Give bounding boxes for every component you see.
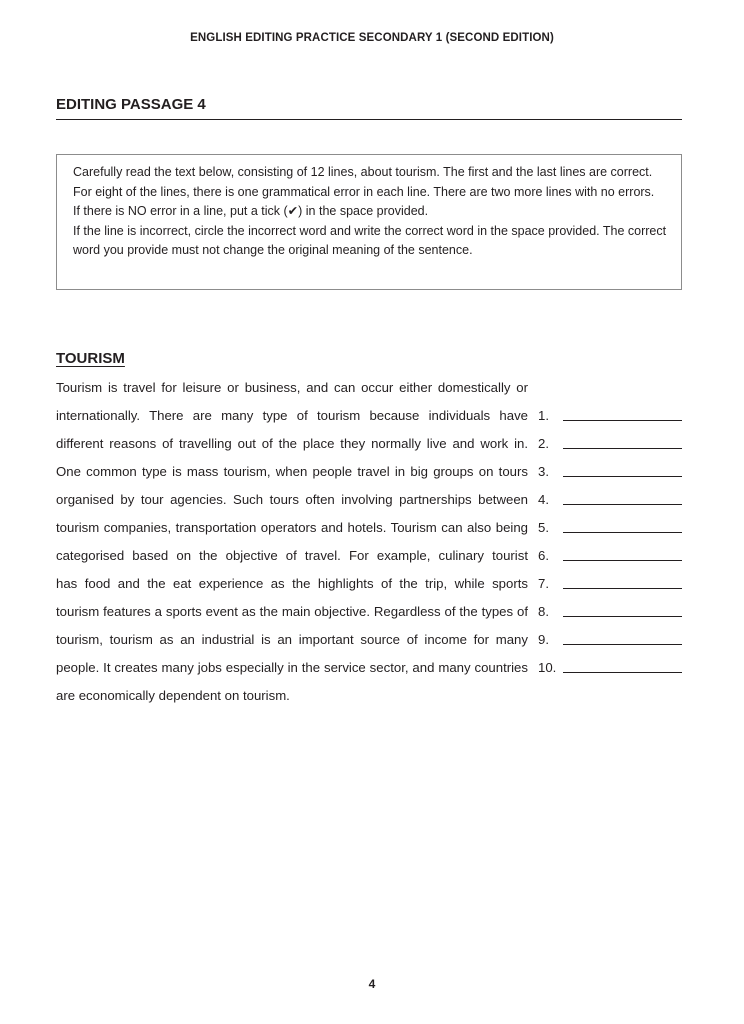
passage-line-3: different reasons of travelling out of the place they normally live and work in. (56, 436, 528, 451)
passage-line-4: One common type is mass tourism, when people travel in big groups on tours (56, 464, 528, 479)
line-number-7: 7. (538, 576, 549, 591)
passage-line-11: people. It creates many jobs especially in the service sector, and many countries (56, 660, 528, 675)
answer-blank-2[interactable] (563, 448, 682, 449)
line-number-10: 10. (538, 660, 557, 675)
passage-line-9: tourism features a sports event as the main objective. Regardless of the types of (56, 604, 528, 619)
passage-line-7: categorised based on the objective of travel. For example, culinary tourist (56, 548, 528, 563)
passage-line-6: tourism companies, transportation operators and hotels. Tourism can also being (56, 520, 528, 535)
answer-blank-1[interactable] (563, 420, 682, 421)
line-number-6: 6. (538, 548, 549, 563)
passage-line-8: has food and the eat experience as the highlights of the trip, while sports (56, 576, 528, 591)
passage-line-1: Tourism is travel for leisure or business, and can occur either domestically or (56, 380, 528, 395)
answer-blank-7[interactable] (563, 588, 682, 589)
answer-blank-10[interactable] (563, 672, 682, 673)
line-number-4: 4. (538, 492, 549, 507)
answer-blank-4[interactable] (563, 504, 682, 505)
answer-blank-8[interactable] (563, 616, 682, 617)
line-number-1: 1. (538, 408, 549, 423)
line-number-2: 2. (538, 436, 549, 451)
instructions-paragraph-2: If there is NO error in a line, put a tick (✔) in the space provided. (73, 204, 429, 219)
page-number: 4 (368, 977, 376, 991)
line-number-8: 8. (538, 604, 549, 619)
answer-blank-9[interactable] (563, 644, 682, 645)
instructions-paragraph-1: Carefully read the text below, consisting of 12 lines, about tourism. The first and the last lines are correct. For eight of the lines, there is one grammatical error in each line. There are two more lines with no errors. (73, 165, 655, 199)
section-divider (56, 119, 682, 120)
passage-line-5: organised by tour agencies. Such tours often involving partnerships between (56, 492, 528, 507)
answer-blank-3[interactable] (563, 476, 682, 477)
passage-line-12: are economically dependent on tourism. (56, 688, 290, 703)
passage-line-10: tourism, tourism as an industrial is an important source of income for many (56, 632, 528, 647)
passage-title: TOURISM (56, 350, 125, 367)
instructions-paragraph-3: If the line is incorrect, circle the incorrect word and write the correct word in the space provided. The correct word you provide must not change the original meaning of the sentence. (73, 223, 667, 258)
answer-blank-6[interactable] (563, 560, 682, 561)
answer-blank-5[interactable] (563, 532, 682, 533)
line-number-5: 5. (538, 520, 549, 535)
line-number-3: 3. (538, 464, 549, 479)
running-header: ENGLISH EDITING PRACTICE SECONDARY 1 (SECOND EDITION) (190, 32, 554, 44)
section-title: EDITING PASSAGE 4 (56, 96, 206, 113)
line-number-9: 9. (538, 632, 549, 647)
passage-line-2: internationally. There are many type of tourism because individuals have (56, 408, 528, 423)
instructions-box (56, 154, 682, 290)
